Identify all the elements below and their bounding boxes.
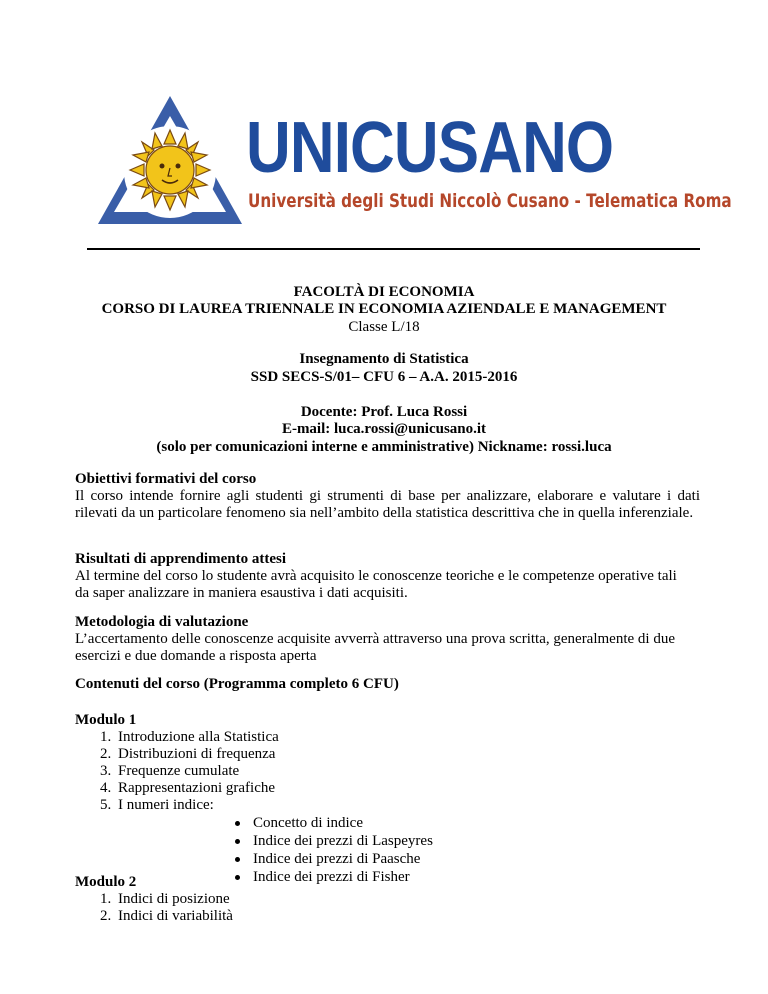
ssd-heading: SSD SECS-S/01– CFU 6 – A.A. 2015-2016 <box>250 369 518 385</box>
list-item: 5. I numeri indice: <box>100 797 214 813</box>
list-item: 1. Introduzione alla Statistica <box>100 729 279 745</box>
list-item: Indice dei prezzi di Laspeyres <box>75 832 700 850</box>
list-item: 2. Indici di variabilità <box>100 908 233 924</box>
evaluation-line-1: L’accertamento delle conoscenze acquisite avverrà attraverso una prova scritta, generalmente di due <box>75 631 675 647</box>
university-emblem <box>92 92 248 232</box>
teaching-heading: Insegnamento di Statistica <box>299 351 469 367</box>
faculty-heading: FACOLTÀ DI ECONOMIA <box>293 284 475 300</box>
module-1 <box>75 712 700 886</box>
brand-name: UNICUSANO <box>246 108 614 188</box>
objectives-section <box>75 471 700 522</box>
evaluation-line-2: esercizi e due domande a risposta aperta <box>75 648 317 664</box>
objectives-body: Il corso intende fornire agli studenti gi strumenti di base per analizzare, elaborare e valutare i dati rilevati da un particolare fenomeno sia nell’ambito della statistica descrittiva che in quella inferenziale. <box>75 488 700 521</box>
class-label: Classe L/18 <box>348 319 420 335</box>
objectives-title: Obiettivi formativi del corso <box>75 471 257 487</box>
contact-note: (solo per comunicazioni interne e amministrative) Nickname: rossi.luca <box>156 439 612 455</box>
list-item: 2. Distribuzioni di frequenza <box>100 746 276 762</box>
results-line-2: da saper analizzare in maniera esaustiva i dati acquisiti. <box>75 585 408 601</box>
list-item: Indice dei prezzi di Fisher <box>75 868 700 886</box>
bullet-icon <box>235 857 240 862</box>
evaluation-title: Metodologia di valutazione <box>75 614 249 630</box>
bullet-icon <box>235 839 240 844</box>
module-2 <box>75 874 700 925</box>
degree-heading: CORSO DI LAUREA TRIENNALE IN ECONOMIA AZIENDALE E MANAGEMENT <box>101 301 667 317</box>
contents-title: Contenuti del corso (Programma completo 6 CFU) <box>75 676 399 692</box>
list-item: Concetto di indice <box>75 814 700 832</box>
sun-emblem-icon <box>92 92 248 232</box>
module-title: Modulo 2 <box>75 874 137 890</box>
results-section <box>75 551 700 602</box>
teacher-email: E-mail: luca.rossi@unicusano.it <box>281 421 487 437</box>
list-item: Indice dei prezzi di Paasche <box>75 850 700 868</box>
results-title: Risultati di apprendimento attesi <box>75 551 286 567</box>
results-line-1: Al termine del corso lo studente avrà acquisito le conoscenze teoriche e le competenze operative tali <box>75 568 677 584</box>
bullet-icon <box>235 821 240 826</box>
evaluation-section <box>75 614 700 665</box>
module-1-list <box>75 729 700 814</box>
list-item: 3. Frequenze cumulate <box>100 763 240 779</box>
module-title: Modulo 1 <box>75 712 137 728</box>
contents-section <box>75 676 700 693</box>
teacher-name: Docente: Prof. Luca Rossi <box>300 404 468 420</box>
brand-subtitle: Università degli Studi Niccolò Cusano - Telematica Roma <box>248 190 732 212</box>
module-2-list <box>75 891 700 925</box>
header-divider <box>87 248 700 250</box>
list-item: 1. Indici di posizione <box>100 891 230 907</box>
list-item: 4. Rappresentazioni grafiche <box>100 780 276 796</box>
